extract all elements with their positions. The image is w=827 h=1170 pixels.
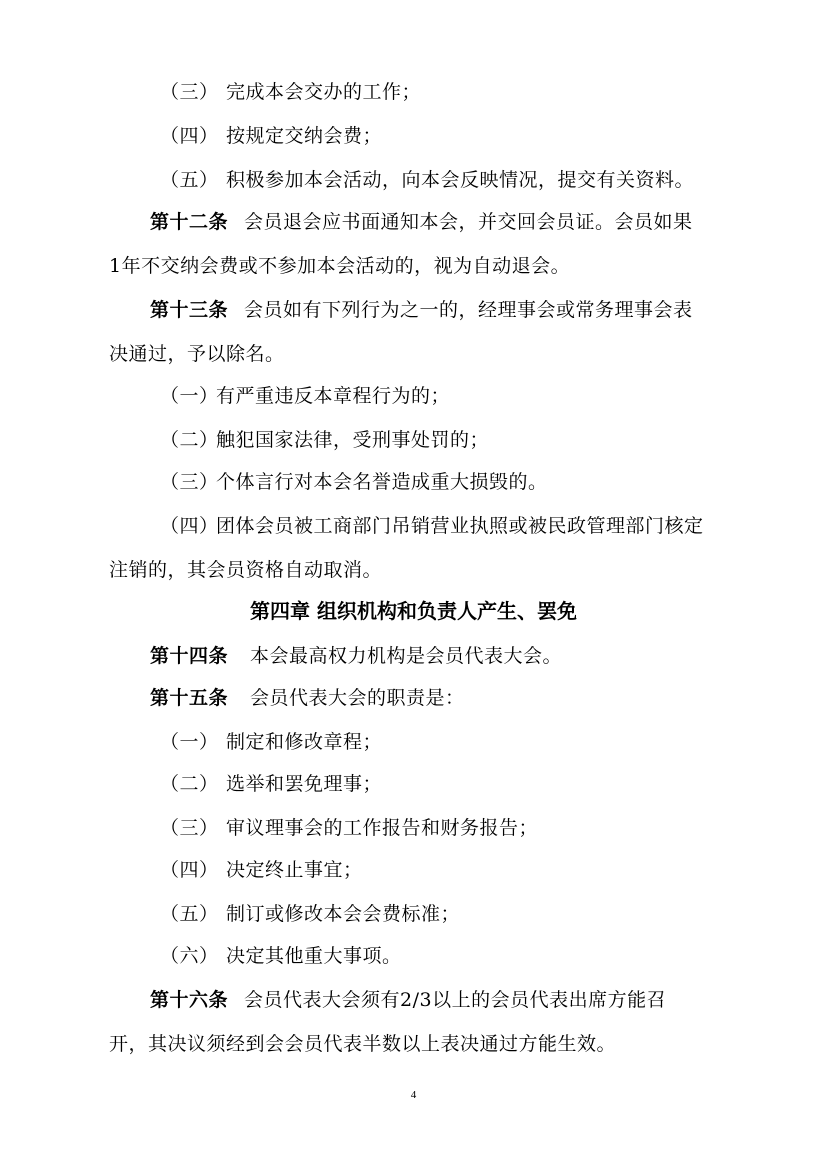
list-item [160, 124, 382, 148]
paragraph-text: 会员代表大会须有2/3以上的会员代表出席方能召 [244, 989, 667, 1011]
list-marker: （三） [160, 471, 219, 493]
paragraph-continuation [109, 1032, 616, 1056]
article-15 [150, 686, 465, 710]
list-item [160, 816, 538, 840]
list-item [160, 428, 489, 452]
article-14 [150, 644, 562, 668]
list-item [160, 902, 460, 926]
article-title: 第十五条 [150, 687, 229, 709]
list-item-text: 有严重违反本章程行为的； [216, 385, 451, 407]
paragraph-text: 本会最高权力机构是会员代表大会。 [250, 645, 563, 667]
paragraph-continuation [109, 342, 285, 366]
paragraph-continuation [109, 254, 570, 278]
list-item [160, 384, 450, 408]
list-marker: （二） [160, 773, 219, 795]
paragraph-text: 1年不交纳会费或不参加本会活动的，视为自动退会。 [109, 255, 571, 277]
list-item-text: 团体会员被工商部门吊销营业执照或被民政管理部门核定 [216, 515, 704, 537]
list-marker: （四） [160, 125, 219, 147]
list-item [160, 944, 402, 968]
list-item [160, 730, 382, 754]
paragraph-text: 注销的，其会员资格自动取消。 [109, 559, 383, 581]
paragraph-text: 开，其决议须经到会会员代表半数以上表决通过方能生效。 [109, 1033, 617, 1055]
paragraph-text: 会员如有下列行为之一的，经理事会或常务理事会表 [244, 299, 693, 321]
list-marker: （五） [160, 169, 219, 191]
article-13 [150, 298, 693, 322]
list-marker: （四） [160, 859, 219, 881]
list-item-text: 按规定交纳会费； [226, 125, 383, 147]
article-title: 第十六条 [150, 989, 229, 1011]
list-item [160, 858, 363, 882]
list-marker: （三） [160, 81, 219, 103]
list-item-text: 审议理事会的工作报告和财务报告； [226, 817, 539, 839]
list-item [160, 168, 694, 192]
article-title: 第十二条 [150, 211, 229, 233]
list-marker: （二） [160, 429, 219, 451]
list-item-text: 制定和修改章程； [226, 731, 383, 753]
list-item-text: 决定终止事宜； [226, 859, 363, 881]
list-item-text: 积极参加本会活动，向本会反映情况，提交有关资料。 [226, 169, 695, 191]
list-marker: （四） [160, 515, 219, 537]
list-marker: （六） [160, 945, 219, 967]
list-item-text: 选举和罢免理事； [226, 773, 383, 795]
list-marker: （一） [160, 731, 219, 753]
list-item-text: 触犯国家法律，受刑事处罚的； [216, 429, 490, 451]
list-marker: （五） [160, 903, 219, 925]
list-item [160, 514, 704, 538]
list-marker: （三） [160, 817, 219, 839]
list-item [160, 470, 548, 494]
article-title: 第十四条 [150, 645, 229, 667]
paragraph-text: 会员代表大会的职责是： [250, 687, 465, 709]
list-item-text: 决定其他重大事项。 [226, 945, 402, 967]
list-item-text: 完成本会交办的工作； [226, 81, 422, 103]
article-title: 第十三条 [150, 299, 229, 321]
list-item [160, 80, 421, 104]
chapter-heading: 第四章 组织机构和负责人产生、罢免 [250, 599, 577, 623]
paragraph-continuation [109, 558, 382, 582]
list-marker: （一） [160, 385, 219, 407]
paragraph-text: 会员退会应书面通知本会，并交回会员证。会员如果 [244, 211, 693, 233]
article-16 [150, 988, 666, 1012]
list-item-text: 个体言行对本会名誉造成重大损毁的。 [216, 471, 548, 493]
article-12 [150, 210, 693, 234]
page-number: 4 [410, 1089, 417, 1101]
list-item [160, 772, 382, 796]
list-item-text: 制订或修改本会会费标准； [226, 903, 461, 925]
paragraph-text: 决通过，予以除名。 [109, 343, 285, 365]
